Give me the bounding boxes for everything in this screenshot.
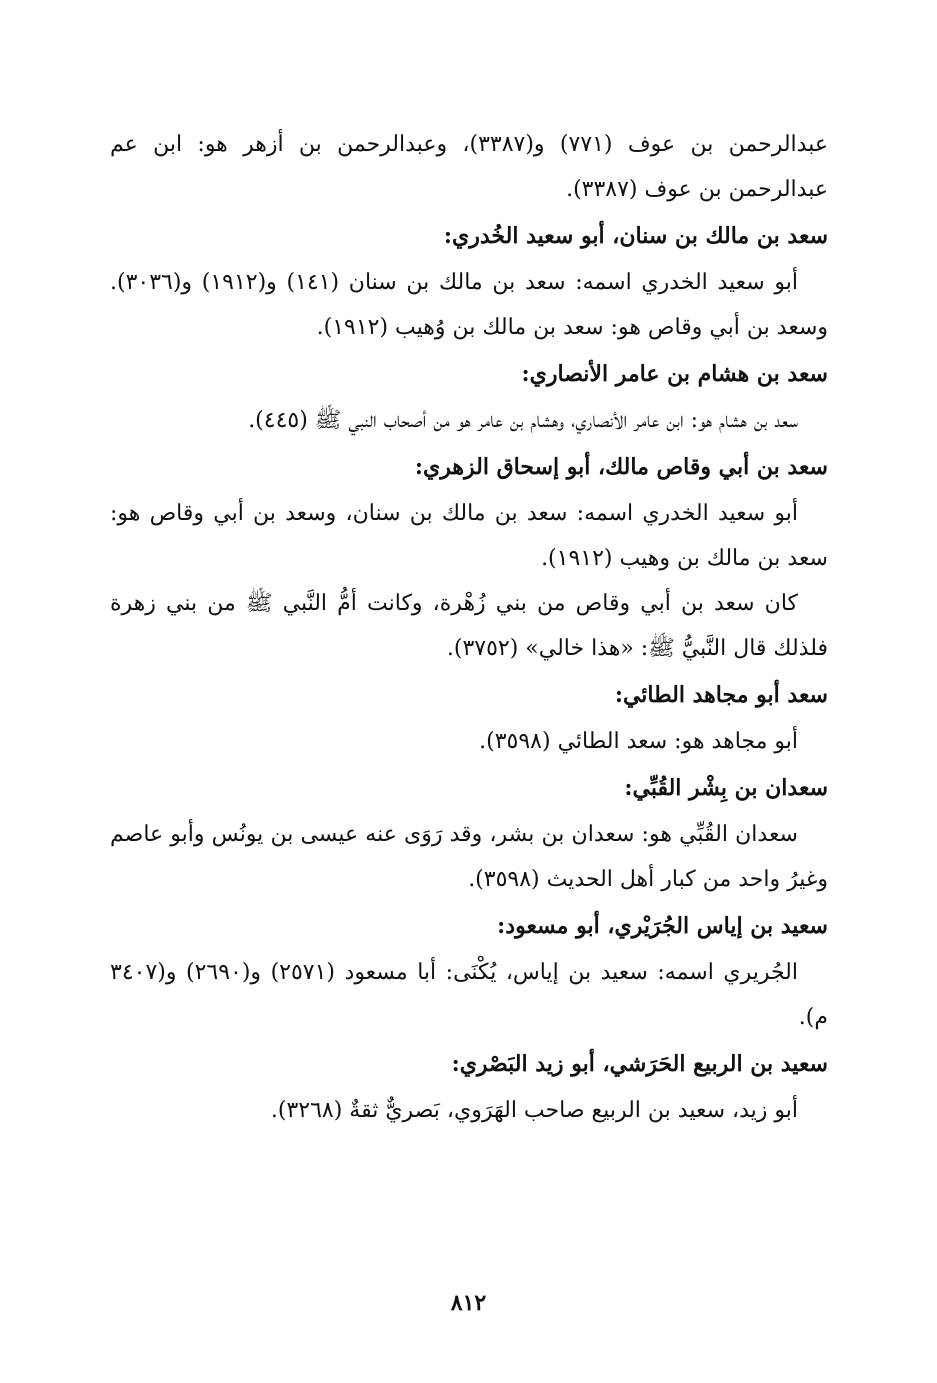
entry-paragraph: عبدالرحمن بن عوف (٧٧١) و(٣٣٨٧)، وعبدالرحمن بن أزهر هو: ابن عم عبدالرحمن بن عوف (٣٣٨٧).: [110, 132, 828, 202]
entry-paragraph: كان سعد بن أبي وقاص من بني زُهْرة، وكانت أمُّ النَّبي ﷺ من بني زهرة فلذلك قال النَّبيُّ ﷺ: «هذا خالي» (٣٧٥٢).: [110, 591, 828, 661]
entry-heading: سعد بن مالك بن سنان، أبو سعيد الخُدري:: [443, 223, 828, 249]
page-number: ٨١٢: [450, 1290, 487, 1316]
entry-heading: سعدان بن بِشْر القُبِّي:: [624, 775, 828, 801]
entry-heading: سعد بن أبي وقاص مالك، أبو إسحاق الزهري:: [414, 454, 828, 480]
entry-heading: سعيد بن الربيع الحَرَشي، أبو زيد البَصْري:: [451, 1051, 828, 1077]
entry-paragraph: سعدان القُبِّي هو: سعدان بن بشر، وقد رَوَى عنه عيسى بن يونُس وأبو عاصم وغيرُ واحد من كبار أهل الحديث (٣٥٩٨).: [110, 822, 828, 892]
entry-heading: سعد أبو مجاهد الطائي:: [614, 682, 828, 708]
entry-paragraph: سعد بن هشام هو: ابن عامر الأنصاري، وهشام بن عامر هو من أصحاب النبي ﷺ (٤٤٥).: [248, 408, 798, 433]
entry-heading: سعيد بن إياس الجُرَيْري، أبو مسعود:: [497, 913, 828, 939]
entry-paragraph: أبو زيد، سعيد بن الربيع صاحب الهَرَوي، بَصريٌّ ثقةٌ (٣٢٦٨).: [270, 1098, 798, 1123]
entry-heading: سعد بن هشام بن عامر الأنصاري:: [521, 361, 828, 387]
entry-paragraph: أبو سعيد الخدري اسمه: سعد بن مالك بن سنان (١٤١) و(١٩١٢) و(٣٠٣٦). وسعد بن أبي وقاص هو: سعد بن مالك بن وُهيب (١٩١٢).: [110, 270, 828, 340]
entry-paragraph: أبو مجاهد هو: سعد الطائي (٣٥٩٨).: [479, 729, 798, 754]
entry-paragraph: أبو سعيد الخدري اسمه: سعد بن مالك بن سنان، وسعد بن أبي وقاص هو: سعد بن مالك بن وهيب (١٩١٢).: [110, 501, 828, 571]
index-page-body: [110, 122, 828, 1133]
entry-paragraph: الجُريري اسمه: سعيد بن إياس، يُكْنَى: أبا مسعود (٢٥٧١) و(٢٦٩٠) و(٣٤٠٧ م).: [110, 960, 828, 1030]
